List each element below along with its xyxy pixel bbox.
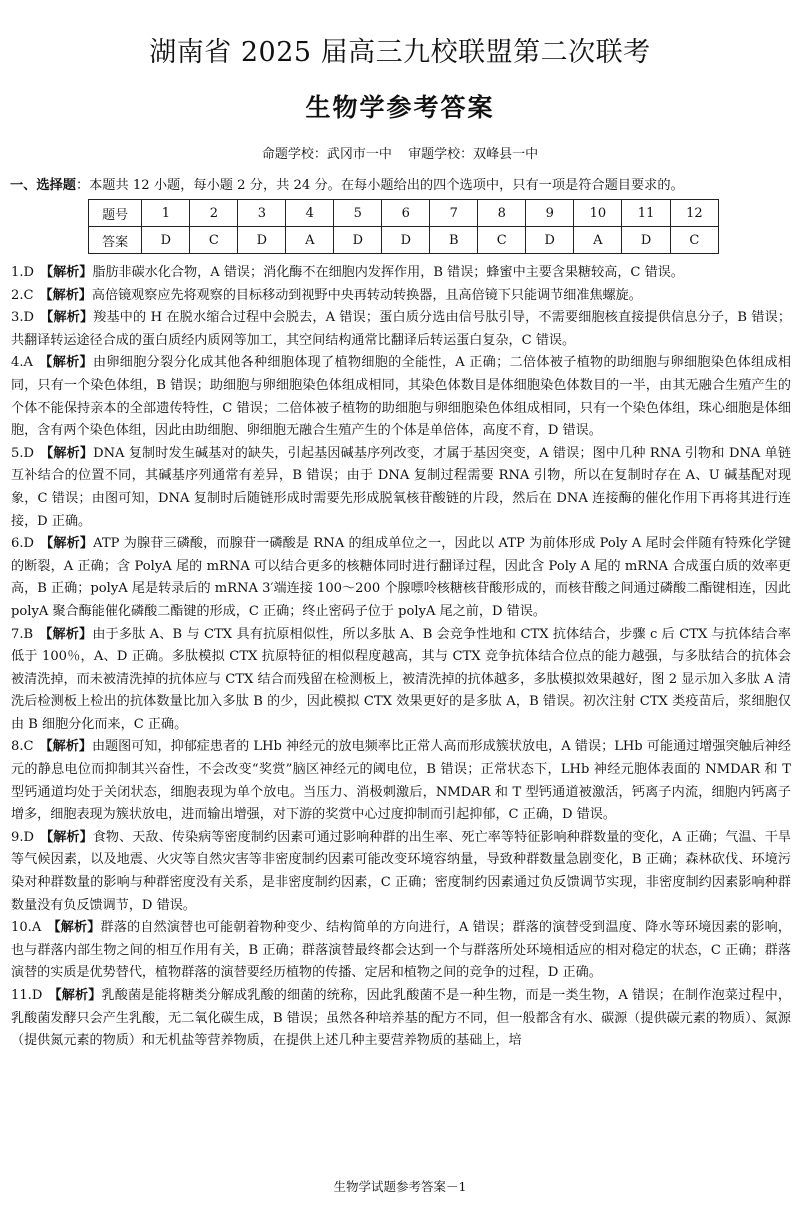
item-number: 11.D	[11, 988, 43, 1003]
answer-cell: D	[238, 227, 286, 254]
analysis-list	[11, 262, 791, 1053]
item-number: 7.B	[11, 626, 34, 642]
analysis-item	[11, 262, 791, 285]
question-number: 6	[382, 200, 430, 227]
item-number: 10.A	[11, 920, 42, 936]
question-number: 10	[574, 200, 622, 227]
answer-cell: C	[190, 227, 238, 254]
analysis-item	[11, 917, 791, 985]
answer-row	[89, 227, 719, 254]
item-text: 由卵细胞分裂分化成其他各种细胞体现了植物细胞的全能性，A 正确；二倍体被子植物的助细胞与卵细胞染色体组成相同，只有一个染色体组，B 错误；助细胞与卵细胞染色体组成相同，其染色体数目是体细胞染色体数目的一半，由其无融合生殖产生的个体不能保持亲本的全部遗传特性，C 错误；二倍体被子植物的助细胞与卵细胞染色体组成相同，只有一个染色体组，珠心细胞是体细胞，含有两个染色体组，因此由助细胞、卵细胞无融合生殖产生的个体是单倍体，高度不育，D 错误。	[11, 355, 792, 439]
document-subtitle: 生物学参考答案	[305, 93, 495, 122]
analysis-tag: 【解析】	[48, 988, 102, 1003]
section-instruction: ：本题共 12 小题，每小题 2 分，共 24 分。在每小题给出的四个选项中，只有一项是符合题目要求的。	[75, 178, 684, 193]
item-number: 6.D	[11, 536, 34, 552]
analysis-tag: 【解析】	[40, 829, 93, 845]
analysis-tag: 【解析】	[39, 626, 93, 642]
item-text: 群落的自然演替也可能朝着物种变少、结构简单的方向进行，A 错误；群落的演替受到温度、降水等环境因素的影响，也与群落内部生物之间的相互作用有关，B 正确；群落演替最终都会达到一个与群落所处环境相适应的相对稳定的状态，C 正确；群落演替的实质是优势替代，植物群落的演替要经历植物的传播、定居和植物之间的竞争的过程，D 正确。	[11, 920, 791, 981]
question-number: 2	[190, 200, 238, 227]
question-number-row	[89, 200, 719, 227]
analysis-tag: 【解析】	[39, 739, 92, 755]
section-heading	[10, 174, 790, 193]
item-text: 羧基中的 H 在脱水缩合过程中会脱去，A 错误；蛋白质分选由信号肽引导，不需要细胞核直接提供信息分子，B 错误；共翻译转运途径合成的蛋白质经内质网等加工，其空间结构通常比翻译后转运蛋白复杂，C 错误。	[11, 310, 791, 348]
school-credits	[0, 143, 800, 162]
item-text: 高倍镜观察应先将观察的目标移动到视野中央再转动转换器，且高倍镜下只能调节细准焦螺旋。	[91, 287, 642, 303]
exam-title: 湖南省 2025 届高三九校联盟第二次联考	[149, 37, 651, 68]
item-text: 由于多肽 A、B 与 CTX 具有抗原相似性，所以多肽 A、B 会竞争性地和 CTX 抗体结合，步骤 c 后 CTX 与抗体结合率低于 100％，A、D 正确。多肽模拟 CTX 抗原特征的相似程度越高，其与 CTX 竞争抗体结合位点的能力越强，与多肽结合的抗体会被清洗掉，而未被清洗掉的抗体应与 CTX 结合而残留在检测板上，被清洗掉的抗体越多，多肽模拟效果越好，图 2 显示加入多肽 A 清洗后检测板上检出的抗体数量比加入多肽 B 的少，因此模拟 CTX 效果更好的是多肽 A，B 错误。初次注射 CTX 类疫苗后，浆细胞仅由 B 细胞分化而来，C 正确。	[11, 626, 792, 732]
section-title: 一、选择题	[10, 178, 76, 193]
item-text: 由题图可知，抑郁症患者的 LHb 神经元的放电频率比正常人高而形成簇状放电，A 错误；LHb 可能通过增强突触后神经元的静息电位而抑制其兴奋性，不会改变“奖赏”脑区神经元的阈电位，B 错误；正常状态下，LHb 神经元胞体表面的 NMDAR 和 T 型钙通道均处于关闭状态，细胞表现为单个放电。当压力、消极刺激后，NMDAR 和 T 型钙通道被激活，钙离子内流，细胞内钙离子增多，细胞表现为簇状放电，进而输出增强，对下游的奖赏中心过度抑制而引起抑郁，C 正确，D 错误。	[11, 739, 792, 823]
analysis-item	[11, 736, 791, 826]
answer-table	[88, 199, 719, 254]
analysis-tag: 【解析】	[40, 445, 94, 461]
question-number: 11	[622, 200, 670, 227]
item-text: ATP 为腺苷三磷酸，而腺苷一磷酸是 RNA 的组成单位之一，因此以 ATP 为前体形成 Poly A 尾时会伴随有特殊化学键的断裂，A 正确；含 PolyA 尾的 mRNA 可以结合更多的核糖体同时进行翻译过程，因此含 Poly A 尾的 mRNA 合成蛋白质的效率更高，B 正确；polyA 尾是转录后的 mRNA 3′端连接 100～200 个腺嘌呤核糖核苷酸形成的，而核苷酸之间通过磷酸二酯键相连，因此 polyA 聚合酶能催化磷酸二酯键的形成，C 正确；终止密码子位于 polyA 尾之前，D 错误。	[11, 536, 791, 619]
item-number: 9.D	[11, 829, 34, 845]
row-label: 答案	[89, 227, 142, 254]
analysis-tag: 【解析】	[47, 920, 101, 936]
item-number: 2.C	[11, 287, 34, 303]
question-number: 3	[238, 200, 286, 227]
analysis-item	[11, 985, 791, 1053]
row-label: 题号	[89, 200, 142, 227]
answer-cell: A	[286, 227, 334, 254]
item-number: 1.D	[11, 265, 34, 280]
analysis-item	[11, 443, 791, 533]
item-number: 3.D	[11, 310, 34, 326]
answer-cell: B	[430, 227, 478, 254]
answer-cell: C	[478, 227, 526, 254]
item-number: 8.C	[11, 739, 34, 755]
item-text: 食物、天敌、传染病等密度制约因素可通过影响种群的出生率、死亡率等特征影响种群数量的变化，A 正确；气温、干旱等气候因素，以及地震、火灾等自然灾害等非密度制约因素可能改变环境容纳量，导致种群数量急剧变化，B 正确；森林砍伐、环境污染对种群数量的影响与种群密度没有关系，是非密度制约因素，C 正确；密度制约因素通过负反馈调节实现，非密度制约因素影响种群数量没有负反馈调节，D 错误。	[11, 829, 792, 913]
question-number: 9	[526, 200, 574, 227]
analysis-item	[11, 307, 791, 352]
analysis-item	[11, 533, 791, 623]
answer-cell: A	[574, 227, 622, 254]
item-text: DNA 复制时发生碱基对的缺失，引起基因碱基序列改变，才属于基因突变，A 错误；图中几种 RNA 引物和 DNA 单链互补结合的位置不同，其碱基序列通常有差异，B 错误；由于 DNA 复制过程需要 RNA 引物，所以在复制时存在 A、U 碱基配对现象，C 错误；由图可知，DNA 复制时后随链形成时需要先形成脱氧核苷酸链的片段，然后在 DNA 连接酶的催化作用下再将其进行连接，D 正确。	[11, 445, 791, 529]
analysis-tag: 【解析】	[40, 310, 94, 326]
setter-school: 命题学校：武冈市一中	[261, 147, 392, 162]
question-number: 8	[478, 200, 526, 227]
answer-cell: C	[670, 227, 718, 254]
analysis-item	[11, 827, 791, 917]
analysis-tag: 【解析】	[38, 355, 93, 371]
answer-cell: D	[142, 227, 190, 254]
answer-cell: D	[622, 227, 670, 254]
item-text: 乳酸菌是能将糖类分解成乳酸的细菌的统称，因此乳酸菌不是一种生物，而是一类生物，A 错误；在制作泡菜过程中，乳酸菌发酵只会产生乳酸，无二氧化碳生成，B 错误；虽然各种培养基的配方不同，但一般都含有水、碳源（提供碳元素的物质）、氮源（提供氮元素的物质）和无机盐等营养物质，在提供上述几种主要营养物质的基础上，培	[11, 988, 791, 1049]
item-number: 5.D	[11, 445, 34, 461]
analysis-item	[11, 285, 791, 308]
item-text: 脂肪非碳水化合物，A 错误；消化酶不在细胞内发挥作用，B 错误；蜂蜜中主要含果糖较高，C 错误。	[92, 265, 684, 280]
analysis-tag: 【解析】	[40, 265, 93, 280]
answer-cell: D	[382, 227, 430, 254]
answer-cell: D	[334, 227, 382, 254]
question-number: 7	[430, 200, 478, 227]
page-footer: 生物学试题参考答案－1	[333, 1179, 467, 1194]
analysis-tag: 【解析】	[40, 536, 94, 552]
analysis-tag: 【解析】	[39, 287, 92, 303]
reviewer-school: 审题学校：双峰县一中	[408, 147, 539, 162]
answer-cell: D	[526, 227, 574, 254]
question-number: 12	[670, 200, 718, 227]
question-number: 5	[334, 200, 382, 227]
analysis-item	[11, 624, 791, 737]
analysis-item	[11, 352, 791, 442]
question-number: 1	[142, 200, 190, 227]
question-number: 4	[286, 200, 334, 227]
item-number: 4.A	[11, 355, 33, 371]
